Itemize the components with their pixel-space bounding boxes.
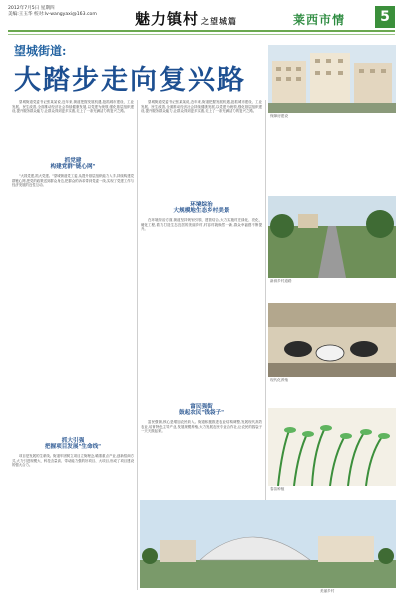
masthead-subtitle: 之望城篇	[201, 16, 238, 26]
paragraph: 富民强街,核心是增加农民收入。街道积极推进农业结构调整,发展现代高效农业,培育特色主导产业,发展规模养殖,大力发展农民专业合作社,让农民的钱袋子一天天鼓起来。	[141, 420, 262, 434]
photo-caption: 新辟乡村道路	[270, 279, 292, 283]
page-header	[0, 0, 401, 44]
article-kicker: 望城街道:	[14, 44, 67, 58]
subhead-3: 抓大引强 把握项目发展"生命线"	[44, 438, 102, 451]
photo-caption: 保障房建设	[270, 114, 288, 118]
header-rule	[8, 30, 395, 32]
paragraph: 望城街道党委书记张某某说,近年来,街道把握发展机遇,抢抓城市建设、工业发展、民生改善,全面推动经济社会持续健康发展,以党建为统领,强化基层组织建设,提升服务群众能力,让群众得到更多实惠,走上了一条充满活力的复兴之路。	[141, 100, 262, 114]
body-column-2c	[141, 420, 262, 496]
subhead-4: 富民强街 鼓起农民"钱袋子"	[179, 404, 224, 417]
page-number: 5	[375, 6, 395, 28]
column-divider	[265, 100, 266, 500]
paragraph: "大抓党建,抓大党建。"望城街道党工委,从提升基层组织能力入手,持续构建党群链心网,把党的政策送到群众身边,把群众的诉求带到党委一线,实现了党建工作与经济发展的良性互动。	[12, 174, 134, 188]
subhead-2: 环境综治 大规模地生态乡村美景	[173, 202, 230, 215]
column-divider	[137, 100, 138, 590]
photo-seedlings	[268, 408, 396, 486]
paragraph: 望城街道党委书记张某某说,近年来,街道把握发展机遇,抢抓城市建设、工业发展、民生改善,全面推动经济社会持续健康发展,以党建为统领,强化基层组织建设,提升服务群众能力,让群众得到更多实惠,走上了一条充满活力的复兴之路。	[12, 100, 134, 114]
photo-road	[268, 196, 396, 278]
issue-meta	[8, 6, 98, 18]
body-column-1a	[12, 100, 134, 152]
body-column-1b	[12, 174, 134, 434]
editor-line: 美编:王玉华 校对:lv-wangyaxi@163.com	[8, 12, 97, 17]
header-rule-thin	[8, 34, 395, 35]
subhead-1: 抓党建 构建党群"链心网"	[50, 158, 96, 171]
paragraph: 在环境综治方面,街道坚持规划引领、建管结合,大力实施村庄绿化、亮化、硬化工程,着力打造生态宜居的美丽乡村,村容村貌焕然一新,群众幸福感不断提升。	[141, 218, 262, 232]
body-column-1c	[12, 454, 134, 590]
column-masthead	[135, 8, 237, 29]
masthead-title: 魅力镇村	[135, 10, 200, 28]
body-column-2b	[141, 218, 262, 398]
issue-date: 2012年7月5日 星期四	[8, 6, 55, 11]
photo-caption: 春苗种植	[270, 487, 285, 491]
paragraph: 项目是发展的生命线。街道牢固树立项目立街理念,瞄准重点产业,创新招商方式,大力引进规模大、科技含量高、带动能力强的好项目、大项目,形成了项目建设的强大合力。	[12, 454, 134, 468]
section-name: 莱西市情	[293, 13, 346, 27]
photo-livestock	[268, 303, 396, 377]
photo-caption: 现代化养殖	[270, 378, 288, 382]
photo-caption: 美丽乡村	[320, 589, 335, 593]
article-headline: 大踏步走向复兴路	[14, 65, 246, 96]
photo-housing	[268, 45, 396, 113]
photo-panorama	[140, 500, 396, 588]
body-column-2a	[141, 100, 262, 196]
